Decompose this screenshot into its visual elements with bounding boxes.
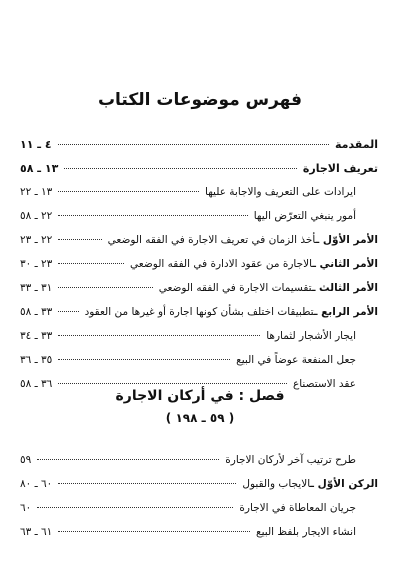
toc-list bbox=[20, 138, 378, 402]
dot-leader bbox=[58, 383, 287, 384]
toc-entry-text: الاجارة من عقود الادارة في الفقه الوضعي bbox=[130, 258, 313, 270]
dot-leader bbox=[58, 239, 101, 240]
toc-entry bbox=[20, 162, 378, 186]
toc-entry-label bbox=[236, 354, 378, 366]
toc-entry-page: ١٣ ـ ٥٨ bbox=[20, 162, 59, 175]
toc-entry-text: أخذ الزمان في تعريف الاجارة في الفقه الوضعي bbox=[107, 234, 316, 246]
dot-leader bbox=[58, 311, 78, 312]
toc-entry-heading: الأمر الأوّل ـ bbox=[315, 234, 378, 246]
toc-entry-heading: الركن الأوّل ـ bbox=[310, 478, 378, 490]
toc-entry-label bbox=[205, 186, 378, 198]
toc-entry bbox=[20, 258, 378, 282]
toc-entry bbox=[20, 502, 378, 526]
dot-leader bbox=[58, 531, 250, 532]
toc-entry-page: ٣١ ـ ٣٣ bbox=[20, 282, 53, 294]
page-title: فهرس موضوعات الكتاب bbox=[97, 90, 303, 110]
toc-list-section bbox=[20, 454, 378, 550]
toc-entry-page: ٣٣ ـ ٥٨ bbox=[20, 306, 53, 318]
section-page-range: ( ٥٩ ـ ١٩٨ ) bbox=[165, 411, 235, 425]
toc-entry-page: ٣٣ ـ ٣٤ bbox=[20, 330, 53, 342]
toc-entry bbox=[20, 234, 378, 258]
dot-leader bbox=[37, 507, 233, 508]
toc-entry-text: تطبيقات اختلف بشأن كونها اجارة أو غيرها من العقود bbox=[84, 306, 314, 318]
toc-entry-page: ٣٥ ـ ٣٦ bbox=[20, 354, 53, 366]
toc-entry bbox=[20, 282, 378, 306]
toc-entry-page: ٦٠ ـ ٨٠ bbox=[20, 478, 53, 490]
toc-entry-text: جريان المعاطاة في الاجارة bbox=[239, 502, 356, 514]
toc-entry-label bbox=[266, 330, 378, 342]
toc-entry bbox=[20, 186, 378, 210]
toc-entry-page: ٣٦ ـ ٥٨ bbox=[20, 378, 53, 390]
toc-entry-text: تعريف الاجارة bbox=[302, 162, 378, 175]
toc-entry-text: تقسيمات الاجارة في الفقه الوضعي bbox=[158, 282, 312, 294]
dot-leader bbox=[58, 359, 230, 360]
toc-entry bbox=[20, 454, 378, 478]
dot-leader bbox=[58, 215, 247, 216]
toc-entry-heading: الأمر الثاني ـ bbox=[312, 258, 378, 270]
toc-entry-page: ٢٢ ـ ٢٣ bbox=[20, 234, 53, 246]
dot-leader bbox=[58, 263, 124, 264]
toc-entry-label bbox=[335, 138, 378, 151]
toc-entry-label bbox=[85, 306, 378, 318]
toc-entry-text: المقدمة bbox=[334, 138, 378, 151]
dot-leader bbox=[64, 168, 297, 169]
toc-entry-label bbox=[239, 502, 378, 514]
toc-entry-page: ٢٢ ـ ٥٨ bbox=[20, 210, 53, 222]
toc-entry-text: طرح ترتيب آخر لأركان الاجارة bbox=[225, 454, 356, 466]
dot-leader bbox=[58, 287, 152, 288]
section-title: فصل : في أركان الاجارة bbox=[115, 388, 285, 404]
toc-entry bbox=[20, 478, 378, 502]
toc-entry bbox=[20, 330, 378, 354]
toc-entry-text: جعل المنفعة عوضاً في البيع bbox=[236, 354, 356, 366]
dot-leader bbox=[37, 459, 219, 460]
toc-entry-text: الايجاب والقبول bbox=[242, 478, 311, 490]
toc-entry-heading: الأمر الثالث ـ bbox=[311, 282, 378, 294]
toc-entry-label bbox=[242, 478, 378, 490]
toc-entry bbox=[20, 210, 378, 234]
toc-entry bbox=[20, 526, 378, 550]
toc-entry-text: ايرادات على التعريف والاجابة عليها bbox=[205, 186, 356, 198]
toc-entry-page: ٦١ ـ ٦٣ bbox=[20, 526, 53, 538]
toc-entry-text: عقد الاستصناع bbox=[292, 378, 356, 390]
toc-entry-label bbox=[254, 210, 378, 222]
toc-entry-label bbox=[303, 162, 378, 175]
toc-entry-text: انشاء الايجار بلفظ البيع bbox=[256, 526, 356, 538]
toc-entry-label bbox=[256, 526, 378, 538]
toc-entry-text: أمور ينبغي التعرّض اليها bbox=[253, 210, 356, 222]
dot-leader bbox=[58, 483, 236, 484]
toc-entry-heading: الأمر الرابع ـ bbox=[313, 306, 378, 318]
toc-entry-text: ايجار الأشجار لثمارها bbox=[266, 330, 356, 342]
toc-entry-label bbox=[159, 282, 378, 294]
toc-entry-page: ١٣ ـ ٢٢ bbox=[20, 186, 53, 198]
toc-entry bbox=[20, 306, 378, 330]
dot-leader bbox=[58, 191, 199, 192]
toc-entry-label bbox=[225, 454, 378, 466]
toc-entry-label bbox=[130, 258, 378, 270]
toc-entry bbox=[20, 138, 378, 162]
toc-entry-page: ٥٩ bbox=[20, 454, 32, 466]
toc-entry-label bbox=[108, 234, 378, 246]
toc-entry-page: ٤ ـ ١١ bbox=[20, 138, 52, 151]
toc-entry bbox=[20, 354, 378, 378]
dot-leader bbox=[58, 335, 260, 336]
toc-entry-page: ٢٣ ـ ٣٠ bbox=[20, 258, 53, 270]
dot-leader bbox=[58, 144, 329, 145]
toc-entry-page: ٦٠ bbox=[20, 502, 32, 514]
